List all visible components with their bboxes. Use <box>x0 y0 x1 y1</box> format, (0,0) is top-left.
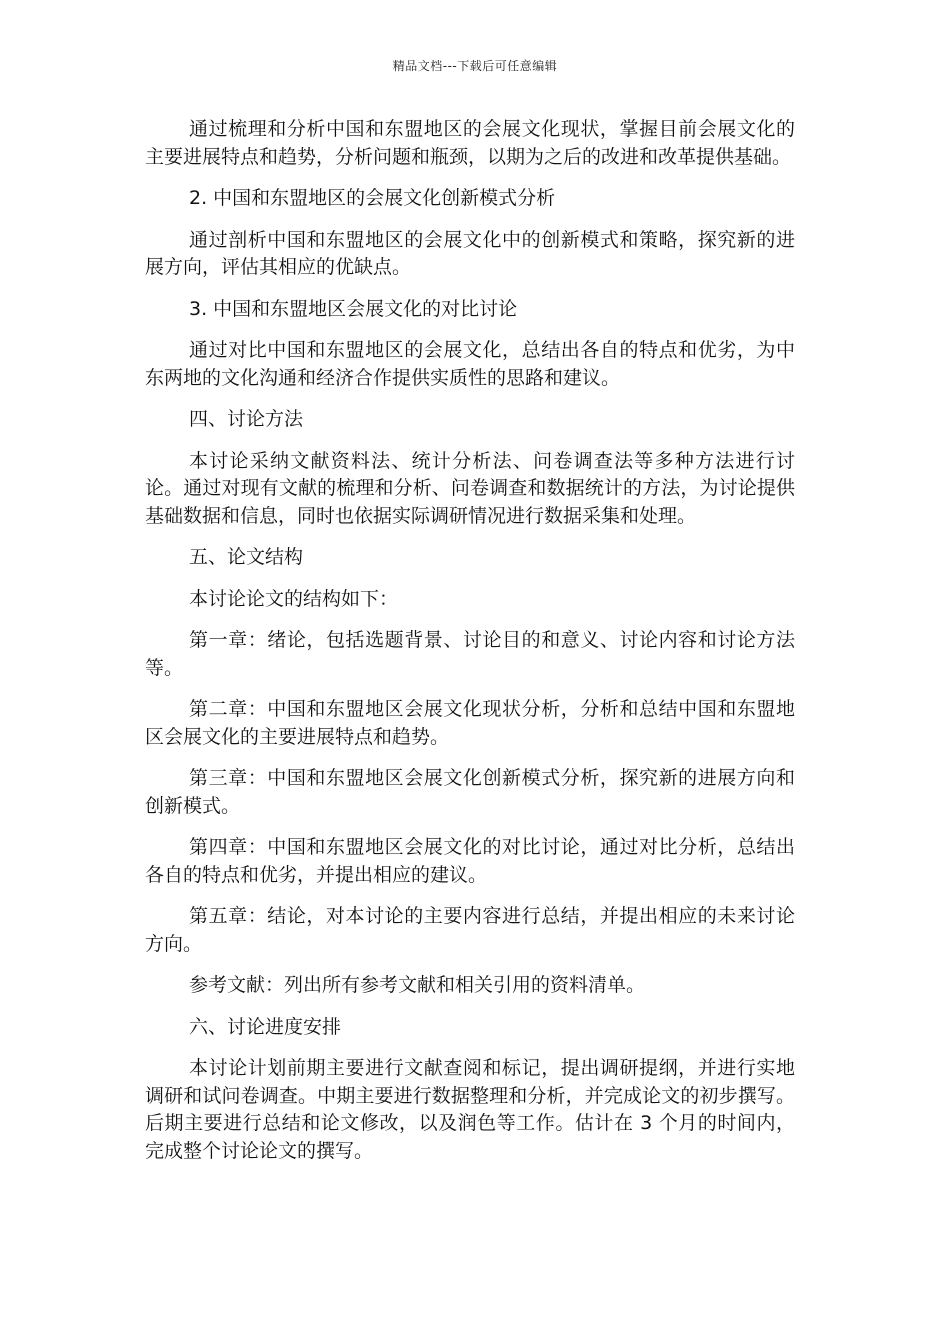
page-header: 精品文档---下载后可任意编辑 <box>392 59 558 73</box>
section-heading-2: 2. 中国和东盟地区的会展文化创新模式分析 <box>189 187 556 209</box>
paragraph-3: 通过对比中国和东盟地区的会展文化，总结出各自的特点和优劣，为中东两地的文化沟通和经济合作提供实质性的思路和建议。 <box>145 339 795 389</box>
paragraph-schedule: 本讨论计划前期主要进行文献查阅和标记，提出调研提纲，并进行实地调研和试问卷调查。中期主要进行数据整理和分析，并完成论文的初步撰写。后期主要进行总结和论文修改，以及润色等工作。估计在 3 个月的时间内，完成整个讨论论文的撰写。 <box>145 1057 795 1162</box>
references-item: 参考文献：列出所有参考文献和相关引用的资料清单。 <box>189 974 646 996</box>
chapter-2: 第二章：中国和东盟地区会展文化现状分析，分析和总结中国和东盟地区会展文化的主要进展特点和趋势。 <box>145 698 795 748</box>
section-heading-methods: 四、讨论方法 <box>189 408 304 430</box>
section-heading-structure: 五、论文结构 <box>189 546 304 568</box>
section-heading-3: 3. 中国和东盟地区会展文化的对比讨论 <box>189 297 518 320</box>
chapter-4: 第四章：中国和东盟地区会展文化的对比讨论，通过对比分析，总结出各自的特点和优劣，并提出相应的建议。 <box>145 836 795 886</box>
chapter-1: 第一章：绪论，包括选题背景、讨论目的和意义、讨论内容和讨论方法等。 <box>145 629 795 679</box>
paragraph-methods: 本讨论采纳文献资料法、统计分析法、问卷调查法等多种方法进行讨论。通过对现有文献的梳理和分析、问卷调查和数据统计的方法，为讨论提供基础数据和信息，同时也依据实际调研情况进行数据采集和处理。 <box>145 449 795 527</box>
chapter-5: 第五章：结论，对本讨论的主要内容进行总结，并提出相应的未来讨论方向。 <box>145 905 795 955</box>
paragraph-2: 通过剖析中国和东盟地区的会展文化中的创新模式和策略，探究新的进展方向，评估其相应的优缺点。 <box>145 228 795 278</box>
paragraph-1: 通过梳理和分析中国和东盟地区的会展文化现状，掌握目前会展文化的主要进展特点和趋势，分析问题和瓶颈，以期为之后的改进和改革提供基础。 <box>145 118 795 168</box>
paragraph-structure-intro: 本讨论论文的结构如下： <box>189 587 399 610</box>
chapter-3: 第三章：中国和东盟地区会展文化创新模式分析，探究新的进展方向和创新模式。 <box>145 767 795 817</box>
section-heading-schedule: 六、讨论进度安排 <box>189 1015 342 1038</box>
document-body <box>145 116 795 1179</box>
